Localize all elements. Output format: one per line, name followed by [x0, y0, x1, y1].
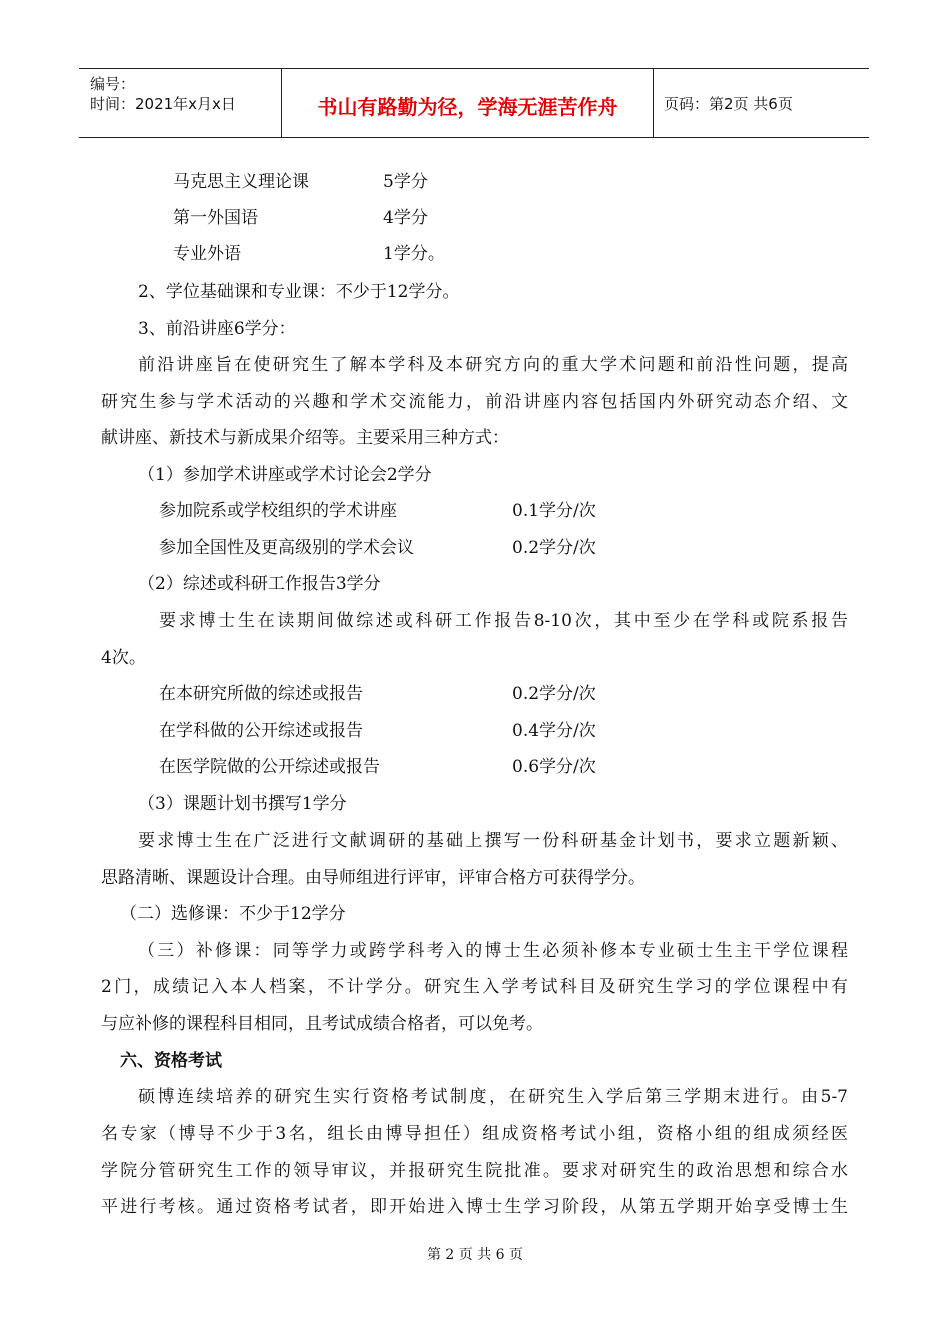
- motto: 书山有路勤为径，学海无涯苦作舟: [317, 95, 618, 119]
- credit-value: 5学分: [383, 172, 428, 192]
- credit-value: 1学分。: [383, 244, 445, 264]
- paragraph-line: 2门，成绩记入本人档案，不计学分。研究生入学考试科目及研究生学习的学位课程中有: [101, 977, 848, 997]
- header-motto-cell: [282, 69, 654, 137]
- paragraph-line: 前沿讲座旨在使研究生了解本学科及本研究方向的重大学术问题和前沿性问题，提高: [138, 355, 848, 375]
- credit-value: 4学分: [383, 208, 428, 228]
- paragraph-line: 名专家（博导不少于3名，组长由博导担任）组成资格考试小组，资格小组的组成须经医: [101, 1124, 848, 1144]
- credit-value: 0.2学分/次: [512, 538, 596, 558]
- paragraph-line: 与应补修的课程科目相同，且考试成绩合格者，可以免考。: [101, 1014, 543, 1034]
- paragraph-line: 研究生参与学术活动的兴趣和学术交流能力，前沿讲座内容包括国内外研究动态介绍、文: [101, 392, 848, 412]
- credit-name: 在本研究所做的综述或报告: [159, 684, 363, 704]
- credit-name: 参加全国性及更高级别的学术会议: [159, 538, 414, 558]
- page-header: [79, 68, 869, 138]
- elective-heading: （二）选修课：不少于12学分: [120, 904, 346, 924]
- credit-name: 在学科做的公开综述或报告: [159, 721, 363, 741]
- credit-name: 参加院系或学校组织的学术讲座: [159, 501, 397, 521]
- subsection-title: （1）参加学术讲座或学术讨论会2学分: [138, 465, 432, 485]
- time-label: 时间：2021年x月x日: [90, 95, 236, 113]
- credit-value: 0.2学分/次: [512, 684, 596, 704]
- credit-name: 马克思主义理论课: [173, 172, 309, 192]
- page-footer: 第 2 页 共 6 页: [426, 1247, 524, 1263]
- paragraph-line: 献讲座、新技术与新成果介绍等。主要采用三种方式：: [101, 428, 509, 448]
- credit-name: 在医学院做的公开综述或报告: [159, 757, 380, 777]
- section-6-heading: 六、资格考试: [120, 1051, 222, 1071]
- paragraph-line: 学院分管研究生工作的领导审议，并报研究生院批准。要求对研究生的政治思想和综合水: [101, 1161, 848, 1181]
- paragraph-line: 要求博士生在读期间做综述或科研工作报告8-10次，其中至少在学科或院系报告: [159, 611, 848, 631]
- paragraph-line: （三）补修课：同等学力或跨学科考入的博士生必须补修本专业硕士生主干学位课程: [138, 941, 848, 961]
- subsection-title: （3）课题计划书撰写1学分: [138, 794, 347, 814]
- paragraph-line: 4次。: [101, 648, 146, 668]
- subsection-title: （2）综述或科研工作报告3学分: [138, 574, 381, 594]
- page-info: 页码：第2页 共6页: [664, 95, 793, 113]
- credit-value: 0.6学分/次: [512, 757, 596, 777]
- serial-label: 编号：: [90, 75, 136, 93]
- credit-value: 0.1学分/次: [512, 501, 596, 521]
- item-2: 2、学位基础课和专业课：不少于12学分。: [138, 282, 460, 302]
- credit-name: 专业外语: [173, 244, 241, 264]
- paragraph-line: 平进行考核。通过资格考试者，即开始进入博士生学习阶段，从第五学期开始享受博士生: [101, 1197, 848, 1217]
- header-info-cell: [79, 69, 282, 137]
- paragraph-line: 要求博士生在广泛进行文献调研的基础上撰写一份科研基金计划书，要求立题新颖、: [138, 831, 848, 851]
- item-3: 3、前沿讲座6学分：: [138, 319, 296, 339]
- credit-name: 第一外国语: [173, 208, 258, 228]
- header-page-cell: [654, 69, 869, 137]
- credit-value: 0.4学分/次: [512, 721, 596, 741]
- paragraph-line: 思路清晰、课题设计合理。由导师组进行评审，评审合格方可获得学分。: [101, 868, 645, 888]
- paragraph-line: 硕博连续培养的研究生实行资格考试制度，在研究生入学后第三学期末进行。由5-7: [138, 1087, 848, 1107]
